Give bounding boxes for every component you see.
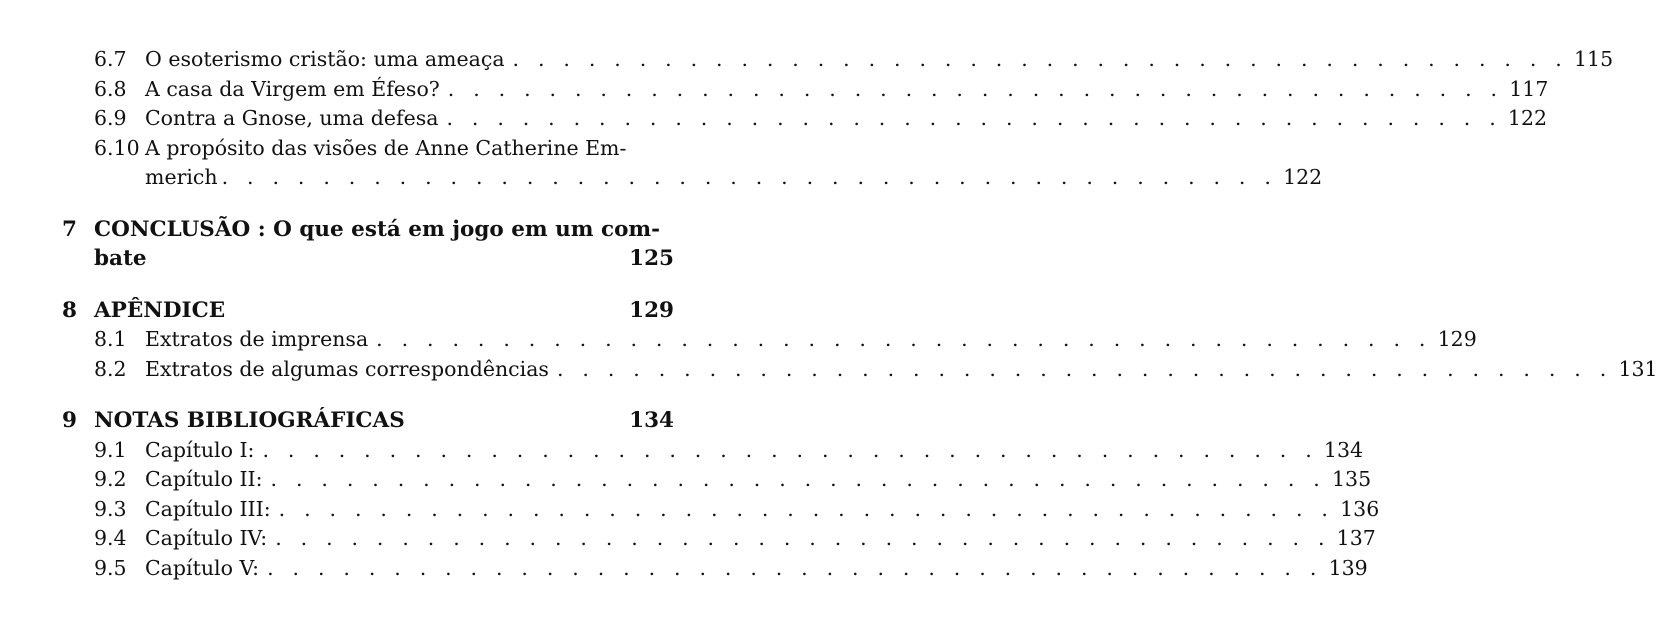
chapter-number: 8	[62, 297, 77, 323]
dot-leader: . . . . . . . . . . . . . . . . . . . . . . . . . . . . . . . . . . . . . . . . . .	[270, 467, 1327, 491]
chapter-title-line1: CONCLUSÃO : O que está em jogo em um com-	[94, 216, 661, 242]
dot-leader: . . . . . . . . . . . . . . . . . . . . . . . . . . . . . . . . . . . . . . . . . .	[267, 555, 1323, 580]
chapter-title: NOTAS BIBLIOGRÁFICAS	[94, 408, 405, 433]
toc-entry-9-2[interactable]	[62, 465, 1372, 495]
page-number: 131	[1618, 356, 1658, 381]
toc-entry-6-7[interactable]	[62, 45, 1614, 75]
section-number: 6.10	[94, 135, 140, 160]
page-number: 129	[1437, 327, 1477, 351]
section-number: 6.8	[94, 76, 127, 101]
section-title: A casa da Virgem em Éfeso?	[145, 76, 440, 101]
section-title-line1: A propósito das visões de Anne Catherine Em-	[145, 135, 627, 160]
dot-leader: . . . . . . . . . . . . . . . . . . . . . . . . . . . . . . . . . . . . . . . . . .	[556, 356, 1613, 381]
page-number: 136	[1340, 496, 1380, 521]
section-number: 9.5	[94, 555, 127, 580]
section-title: O esoterismo cristão: uma ameaça	[145, 47, 505, 71]
toc-entry-8-1[interactable]	[62, 325, 1477, 355]
toc-chapter-7[interactable]	[62, 215, 674, 245]
dot-leader: . . . . . . . . . . . . . . . . . . . . . . . . . . . . . . . . . . . . . . . . . .	[275, 526, 1331, 550]
dot-leader: . . . . . . . . . . . . . . . . . . . . . . . . . . . . . . . . . . . . . . . . . .	[262, 437, 1318, 462]
toc-entry-6-9[interactable]	[62, 104, 1548, 134]
section-title: Extratos de algumas correspondências	[145, 356, 549, 381]
chapter-title: APÊNDICE	[94, 297, 226, 323]
dot-leader: . . . . . . . . . . . . . . . . . . . . . . . . . . . . . . . . . . . . . . . . . .	[446, 106, 1502, 130]
toc-entry-9-3[interactable]	[62, 495, 1380, 525]
toc-entry-8-2[interactable]	[62, 355, 1658, 385]
dot-leader: . . . . . . . . . . . . . . . . . . . . . . . . . . . . . . . . . . . . . . . . . .	[376, 327, 1432, 351]
dot-leader: . . . . . . . . . . . . . . . . . . . . . . . . . . . . . . . . . . . . . . . . . .	[512, 47, 1569, 71]
section-number: 6.9	[94, 106, 127, 130]
chapter-page-number: 134	[629, 408, 674, 433]
section-title: Capítulo IV:	[145, 526, 268, 550]
chapter-page-number: 129	[629, 297, 674, 323]
page-number: 117	[1509, 76, 1549, 101]
section-number: 9.1	[94, 437, 127, 462]
section-title: Capítulo III:	[145, 496, 271, 521]
page-number: 139	[1328, 555, 1368, 580]
chapter-number: 7	[62, 216, 77, 242]
chapter-number: 9	[62, 408, 77, 433]
section-title: Contra a Gnose, uma defesa	[145, 106, 439, 130]
dot-leader: . . . . . . . . . . . . . . . . . . . . . . . . . . . . . . . . . . . . . . . . . .	[278, 496, 1335, 521]
chapter-page-number: 125	[629, 246, 674, 271]
toc-entry-6-10-continued[interactable]	[62, 163, 1323, 193]
page-number: 122	[1507, 106, 1548, 130]
table-of-contents	[62, 45, 1658, 583]
toc-entry-9-5[interactable]	[62, 554, 1368, 584]
section-title: Capítulo V:	[145, 555, 260, 580]
toc-chapter-7-continued[interactable]	[62, 244, 674, 274]
toc-entry-9-1[interactable]	[62, 436, 1364, 466]
section-number: 9.2	[94, 467, 127, 491]
section-number: 9.4	[94, 526, 127, 550]
toc-entry-9-4[interactable]	[62, 524, 1376, 554]
section-number: 9.3	[94, 496, 127, 521]
toc-chapter-8[interactable]	[62, 296, 674, 326]
dot-leader: . . . . . . . . . . . . . . . . . . . . . . . . . . . . . . . . . . . . . . . . . .	[221, 165, 1278, 189]
chapter-title-line2: bate	[94, 246, 147, 271]
section-number: 8.2	[94, 356, 127, 381]
section-title: Extratos de imprensa	[145, 327, 369, 351]
page-number: 135	[1332, 467, 1372, 491]
section-number: 8.1	[94, 327, 127, 351]
page-number: 115	[1574, 47, 1614, 71]
toc-entry-6-8[interactable]	[62, 75, 1549, 105]
toc-chapter-9[interactable]	[62, 406, 674, 436]
section-title-line2: merich	[145, 165, 218, 189]
page-number: 122	[1283, 165, 1323, 189]
dot-leader: . . . . . . . . . . . . . . . . . . . . . . . . . . . . . . . . . . . . . . . . . .	[447, 76, 1504, 101]
section-title: Capítulo II:	[145, 467, 263, 491]
page-number: 134	[1323, 437, 1364, 462]
section-title: Capítulo I:	[145, 437, 255, 462]
section-number: 6.7	[94, 47, 127, 71]
page-number: 137	[1336, 526, 1376, 550]
toc-entry-6-10[interactable]	[62, 134, 674, 164]
